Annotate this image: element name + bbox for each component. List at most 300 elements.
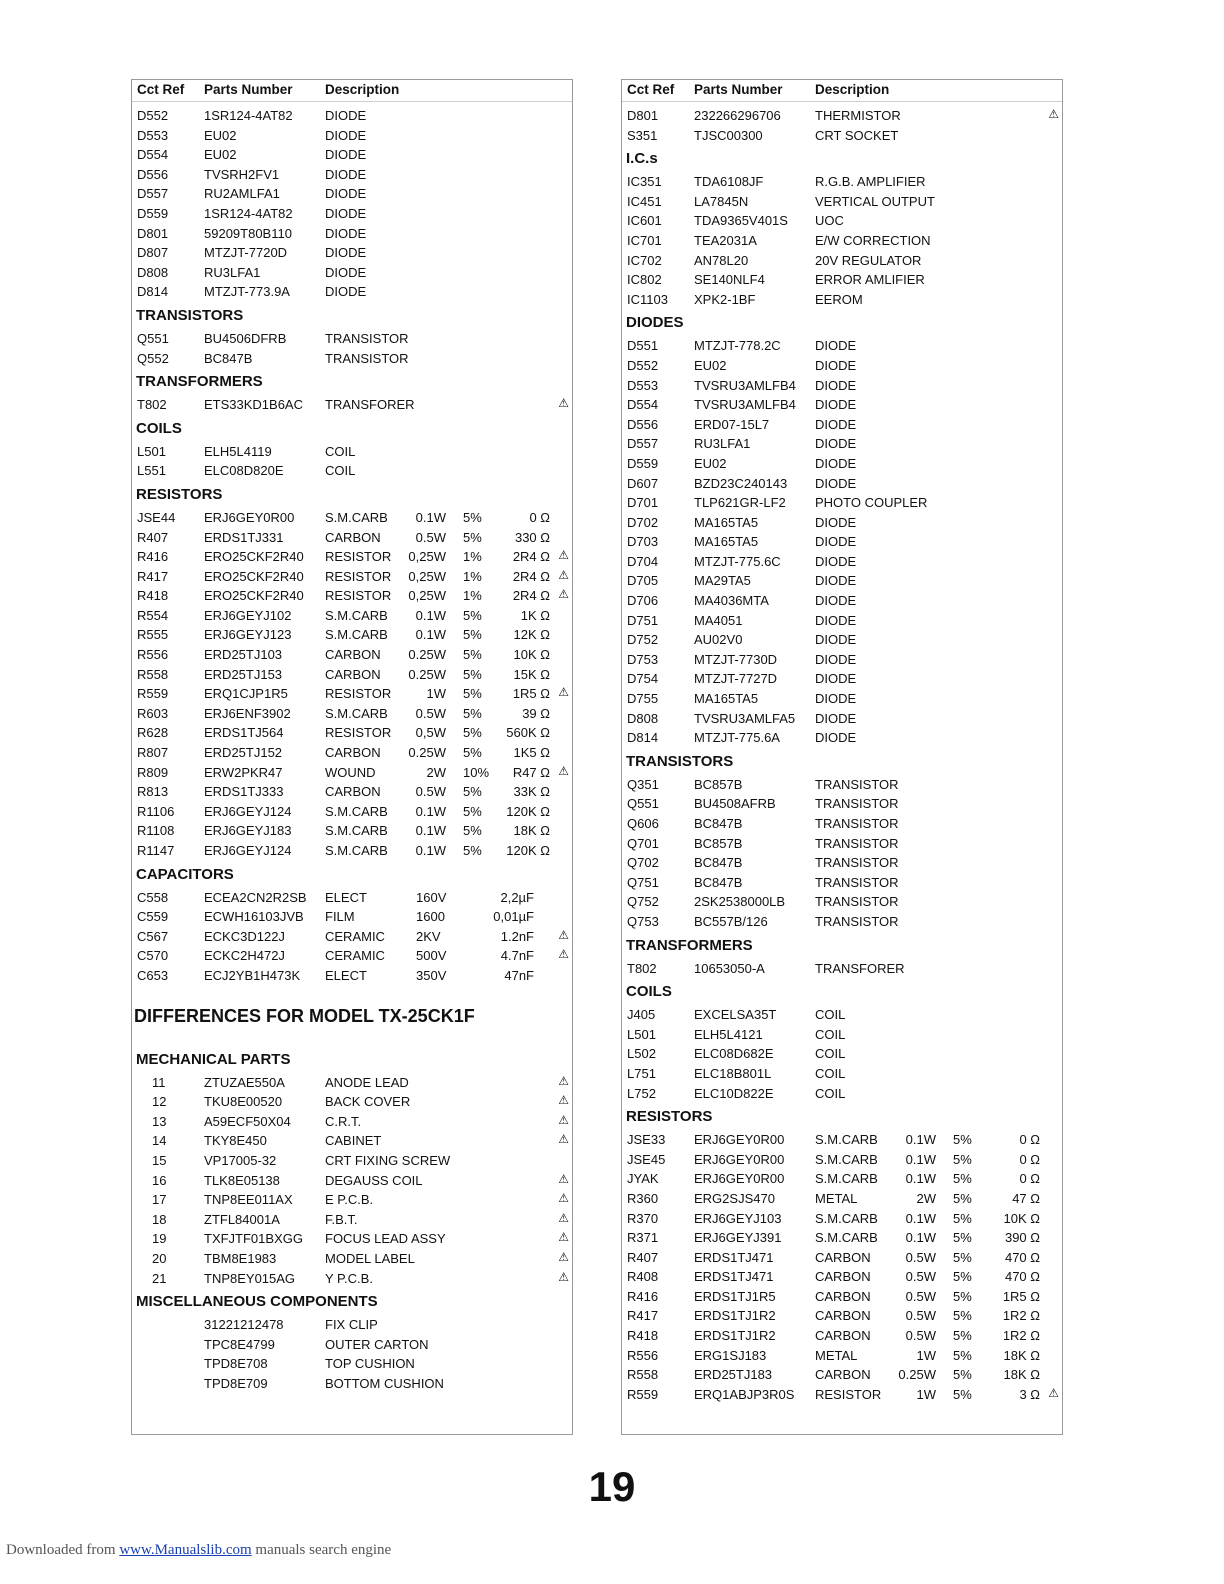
description: TRANSISTOR [325,330,409,346]
description: DIODE [815,612,857,628]
cct-ref: R416 [627,1288,659,1304]
resistance-value: 10K Ω [1003,1210,1040,1226]
table-row [132,567,572,587]
table-row [622,126,1062,146]
safety-warning-icon: ⚠ [558,1191,569,1206]
description: CARBON [815,1308,871,1324]
table-row [622,892,1062,912]
table-row [622,415,1062,435]
safety-warning-icon: ⚠ [558,1210,569,1225]
cct-ref: R418 [627,1328,659,1344]
description: TRANSISTOR [815,894,899,910]
parts-number: BC847B [694,874,743,890]
cct-ref: D553 [627,377,659,393]
cct-ref: R417 [137,568,169,584]
safety-warning-icon: ⚠ [558,947,569,962]
cct-ref: D557 [627,436,659,452]
parts-number: TVSRU3AMLFB4 [694,397,796,413]
parts-number: ERD25TJ153 [204,666,283,682]
cct-ref: D807 [137,245,169,261]
parts-number: MTZJT-778.2C [694,338,781,354]
cct-ref: R603 [137,705,169,721]
resistance-value: 0 Ω [1019,1132,1040,1148]
cct-ref: D551 [627,338,659,354]
cct-ref: R556 [627,1347,659,1363]
tolerance: 5% [463,725,482,741]
description: COIL [325,463,356,479]
parts-number: TVSRH2FV1 [204,166,280,182]
parts-number: ELC08D682E [694,1046,774,1062]
description: DIODE [815,573,857,589]
parts-number: SE140NLF4 [694,272,765,288]
table-row [132,684,572,704]
parts-number: 31221212478 [204,1317,284,1333]
table-row [622,1169,1062,1189]
resistance-value: 560K Ω [506,725,550,741]
tolerance: 1% [463,568,482,584]
header-parts-number: Parts Number [204,82,293,97]
cct-ref: T802 [627,960,657,976]
parts-number: ERDS1TJ1R2 [694,1308,776,1324]
resistance-value: 2R4 Ω [512,588,550,604]
cct-ref: Q751 [627,874,659,890]
parts-number: TNP8EE011AX [204,1192,293,1208]
left-parts-table [131,79,573,1435]
description: WOUND [325,764,376,780]
table-row [622,356,1062,376]
safety-warning-icon: ⚠ [558,685,569,700]
cct-ref: R807 [137,745,169,761]
power-rating: 0.1W [905,1132,936,1148]
table-row [132,782,572,802]
cct-ref: D552 [627,357,659,373]
cct-ref: L501 [627,1026,656,1042]
table-row [132,263,572,283]
description: METAL [815,1190,858,1206]
cct-ref: D754 [627,671,659,687]
cct-ref: C558 [137,889,169,905]
cct-ref: D801 [627,108,659,123]
power-rating: 0.1W [905,1210,936,1226]
description: THERMISTOR [815,108,901,123]
description: DIODE [815,593,857,609]
section-heading: COILS [136,419,182,437]
parts-number: AU02V0 [694,632,743,648]
safety-warning-icon: ⚠ [558,1230,569,1245]
description: DIODE [815,730,857,746]
description: S.M.CARB [325,705,388,721]
tolerance: 5% [463,803,482,819]
cct-ref: D753 [627,651,659,667]
parts-number: BU4508AFRB [694,796,776,812]
right-table-body [622,106,1062,1404]
description: ELECT [325,967,367,983]
cct-ref: R559 [627,1386,659,1402]
parts-number: 1SR124-4AT82 [204,108,293,123]
resistance-value: 470 Ω [1004,1269,1040,1285]
cct-ref: D552 [137,108,169,123]
parts-number: ERDS1TJ1R5 [694,1288,776,1304]
parts-number: ERDS1TJ564 [204,725,284,741]
cct-ref: D706 [627,593,659,609]
cct-ref: R416 [137,549,169,565]
parts-number: TVSRU3AMLFB4 [694,377,796,393]
parts-number: MTZJT-775.6C [694,553,781,569]
header-parts-number: Parts Number [694,82,783,97]
description: S.M.CARB [325,509,388,525]
resistance-value: R47 Ω [512,764,550,780]
resistance-value: 33K Ω [513,784,550,800]
cct-ref: C653 [137,967,169,983]
header-cct-ref: Cct Ref [627,82,675,97]
item-number: 18 [152,1211,167,1227]
description: DIODE [325,245,367,261]
description: TRANSISTOR [815,776,899,792]
table-row [132,349,572,369]
description: FOCUS LEAD ASSY [325,1231,446,1247]
cct-ref: D559 [627,455,659,471]
cct-ref: D814 [137,284,169,300]
tolerance: 5% [953,1230,972,1246]
description: ANODE LEAD [325,1074,409,1090]
cct-ref: D553 [137,127,169,143]
cct-ref: L501 [137,443,166,459]
cct-ref: IC701 [627,232,662,248]
power-rating: 0.1W [415,607,446,623]
table-row [622,1326,1062,1346]
table-row [132,145,572,165]
parts-number: ERD25TJ103 [204,647,283,663]
parts-number: MTZJT-7730D [694,651,778,667]
cct-ref: R556 [137,647,169,663]
model-differences-heading: DIFFERENCES FOR MODEL TX-25CK1F [134,1005,475,1026]
table-row [622,1228,1062,1248]
tolerance: 1% [463,588,482,604]
resistance-value: 0 Ω [529,509,550,525]
safety-warning-icon: ⚠ [558,548,569,563]
parts-number: ELC08D820E [204,463,284,479]
header-cct-ref: Cct Ref [137,82,185,97]
tolerance: 5% [463,666,482,682]
power-rating: 0.1W [415,509,446,525]
mechanical-part-row [132,1269,572,1289]
parts-number: MA4036MTA [694,593,769,609]
table-header [132,80,572,102]
table-row [622,336,1062,356]
parts-number: BC847B [694,855,743,871]
table-row [622,669,1062,689]
table-row [132,1335,572,1355]
tolerance: 5% [463,745,482,761]
description: CARBON [815,1269,871,1285]
description: CARBON [325,529,381,545]
tolerance: 5% [953,1171,972,1187]
parts-number: EU02 [204,127,237,143]
voltage-rating: 1600 [416,909,445,925]
table-header [622,80,1062,102]
table-row [622,959,1062,979]
cct-ref: R559 [137,686,169,702]
table-row [132,528,572,548]
resistance-value: 15K Ω [513,666,550,682]
parts-number: ERDS1TJ331 [204,529,284,545]
item-number: 11 [152,1074,166,1090]
parts-number: MA165TA5 [694,514,759,530]
parts-number: ERQ1ABJP3R0S [694,1386,795,1402]
parts-number: LA7845N [694,193,749,209]
parts-number: ERO25CKF2R40 [204,568,304,584]
description: CRT SOCKET [815,127,899,143]
description: ERROR AMLIFIER [815,272,925,288]
table-row [622,650,1062,670]
parts-number: BC847B [204,350,253,366]
description: S.M.CARB [325,823,388,839]
mechanical-part-row [132,1171,572,1191]
power-rating: 0.25W [408,666,446,682]
cct-ref: C559 [137,909,169,925]
description: TOP CUSHION [325,1356,415,1372]
table-row [132,508,572,528]
table-row [622,1150,1062,1170]
table-row [132,1374,572,1394]
voltage-rating: 500V [416,948,447,964]
table-row [622,834,1062,854]
tolerance: 10% [463,764,490,780]
cct-ref: D755 [627,691,659,707]
resistance-value: 1R2 Ω [1002,1308,1040,1324]
mechanical-part-row [132,1210,572,1230]
power-rating: 0.5W [905,1269,936,1285]
cct-ref: Q351 [627,776,659,792]
description: DIODE [815,710,857,726]
parts-number: TLP621GR-LF2 [694,495,786,511]
table-row [622,513,1062,533]
cct-ref: T802 [137,397,167,413]
parts-number: MA4051 [694,612,743,628]
safety-warning-icon: ⚠ [558,927,569,942]
table-row [622,912,1062,932]
mechanical-part-row [132,1229,572,1249]
table-row [132,743,572,763]
parts-number: A59ECF50X04 [204,1113,291,1129]
resistance-value: 0 Ω [1019,1171,1040,1187]
parts-number: 10653050-A [694,960,765,976]
parts-number: ERJ6GEYJ103 [694,1210,782,1226]
mechanical-part-row [132,1131,572,1151]
cct-ref: D702 [627,514,659,530]
power-rating: 1W [916,1386,936,1402]
power-rating: 1W [426,686,446,702]
parts-number: 59209T80B110 [204,225,292,241]
table-row [132,204,572,224]
table-row [622,454,1062,474]
parts-number: 232266296706 [694,108,781,123]
cct-ref: D705 [627,573,659,589]
cct-ref: D557 [137,186,169,202]
power-rating: 0.5W [905,1328,936,1344]
description: DIODE [325,264,367,280]
mechanical-part-row [132,1190,572,1210]
table-row [622,1346,1062,1366]
power-rating: 0.1W [415,843,446,858]
description: TRANSFORER [815,960,905,976]
power-rating: 0.1W [905,1230,936,1246]
description: DIODE [815,416,857,432]
cct-ref: Q753 [627,913,659,929]
tolerance: 5% [463,686,482,702]
cct-ref: Q752 [627,894,659,910]
table-row [132,841,572,861]
tolerance: 5% [463,627,482,643]
cct-ref: R809 [137,764,169,780]
table-row [132,907,572,927]
table-row [622,192,1062,212]
power-rating: 0.5W [905,1288,936,1304]
item-number: 17 [152,1192,167,1208]
description: CABINET [325,1133,382,1149]
cct-ref: R1108 [137,823,175,839]
table-row [622,873,1062,893]
parts-number: 1SR124-4AT82 [204,205,293,221]
description: F.B.T. [325,1211,358,1227]
cct-ref: R628 [137,725,169,741]
description: DIODE [815,475,857,491]
cct-ref: R1147 [137,843,175,858]
table-row [132,586,572,606]
table-row [132,126,572,146]
mechanical-part-row [132,1151,572,1171]
description: ELECT [325,889,367,905]
parts-number: MTZJT-773.9A [204,284,290,300]
parts-number: TXFJTF01BXGG [204,1231,303,1247]
table-row [622,611,1062,631]
cct-ref: D752 [627,632,659,648]
parts-number: ECEA2CN2R2SB [204,889,307,905]
left-table-body [132,106,572,1393]
description: S.M.CARB [815,1151,878,1167]
parts-number: ERJ6GEYJ102 [204,607,292,623]
description: RESISTOR [325,725,392,741]
parts-number: ECKC3D122J [204,928,285,944]
item-number: 21 [152,1270,167,1286]
parts-number: ERJ6GEYJ183 [204,823,292,839]
footer-suffix: manuals search engine [251,1542,392,1558]
description: RESISTOR [325,588,392,604]
table-row [132,224,572,244]
power-rating: 2W [916,1190,936,1206]
parts-number: EXCELSA35T [694,1007,777,1023]
parts-number: MA165TA5 [694,691,759,707]
table-row [132,888,572,908]
section-heading: MISCELLANEOUS COMPONENTS [136,1293,378,1311]
cct-ref: JSE33 [627,1132,666,1148]
cct-ref: D808 [137,264,169,280]
cct-ref: Q552 [137,350,169,366]
table-row [622,474,1062,494]
parts-number: RU3LFA1 [694,436,751,452]
table-row [622,106,1062,126]
tolerance: 5% [953,1269,972,1285]
cct-ref: R813 [137,784,169,800]
description: RESISTOR [815,1386,882,1402]
description: S.M.CARB [815,1171,878,1187]
section-heading: RESISTORS [626,1108,713,1126]
item-number: 16 [152,1172,167,1188]
table-row [132,243,572,263]
table-row [132,282,572,302]
table-row [622,1044,1062,1064]
cct-ref: R558 [137,666,169,682]
table-row [622,1189,1062,1209]
table-row [622,251,1062,271]
description: DIODE [815,553,857,569]
description: DIODE [815,377,857,393]
table-row [132,645,572,665]
cct-ref: JYAK [627,1171,659,1187]
table-row [132,165,572,185]
description: S.M.CARB [815,1210,878,1226]
parts-number: TNP8EY015AG [204,1270,296,1286]
description: TRANSISTOR [815,796,899,812]
description: TRANSISTOR [815,874,899,890]
description: DIODE [815,436,857,452]
power-rating: 0,25W [408,549,446,565]
parts-number: 2SK2538000LB [694,894,786,910]
description: TRANSISTOR [815,855,899,871]
parts-number: MTZJT-7720D [204,245,288,261]
parts-number: BC857B [694,776,743,792]
safety-warning-icon: ⚠ [1048,1385,1059,1400]
cct-ref: IC1103 [627,291,668,307]
parts-number: AN78L20 [694,252,749,268]
power-rating: 0.1W [415,803,446,819]
description: DIODE [815,455,857,471]
table-row [132,1315,572,1335]
mechanical-part-row [132,1249,572,1269]
description: DIODE [815,397,857,413]
power-rating: 0,25W [408,588,446,604]
resistance-value: 0 Ω [1019,1151,1040,1167]
item-number: 19 [152,1231,167,1247]
section-heading: DIODES [626,314,684,332]
parts-number: MTZJT-7727D [694,671,778,687]
description: DIODE [325,166,367,182]
manualslib-link[interactable]: www.Manualslib.com [119,1542,252,1558]
table-row [622,395,1062,415]
description: COIL [815,1065,846,1081]
safety-warning-icon: ⚠ [558,1249,569,1264]
cct-ref: R1106 [137,803,175,819]
tolerance: 5% [463,607,482,623]
item-number: 20 [152,1250,167,1266]
resistance-value: 18K Ω [513,823,550,839]
description: CARBON [815,1367,871,1383]
description: CERAMIC [325,948,385,964]
table-row [622,775,1062,795]
mechanical-part-row [132,1092,572,1112]
description: S.M.CARB [815,1132,878,1148]
cct-ref: R555 [137,627,169,643]
table-row [622,434,1062,454]
table-row [622,630,1062,650]
description: METAL [815,1347,858,1363]
table-row [132,763,572,783]
cct-ref: D556 [627,416,659,432]
parts-number: EU02 [694,357,727,373]
safety-warning-icon: ⚠ [1048,107,1059,121]
resistance-value: 2R4 Ω [512,549,550,565]
footer-prefix: Downloaded from [6,1542,120,1558]
